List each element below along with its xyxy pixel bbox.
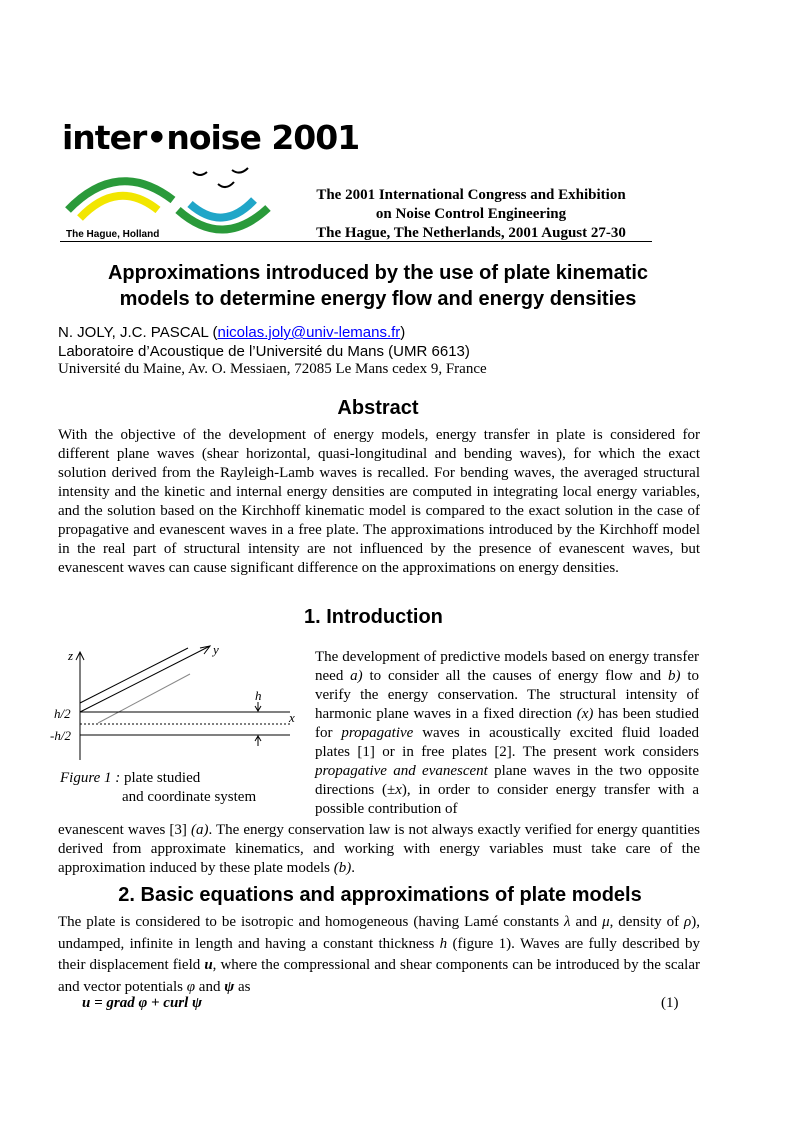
label-h: h	[255, 688, 262, 703]
equation-1-number: (1)	[661, 995, 679, 1011]
label-x: x	[289, 710, 295, 725]
plate-bottom-edge-line	[98, 674, 190, 723]
symbol-psi: ψ	[224, 978, 235, 995]
introduction-heading: 1. Introduction	[304, 606, 443, 628]
intro-text-italic: b)	[668, 668, 681, 684]
paper-title-line-2: models to determine energy flow and energy densities	[119, 288, 637, 310]
section-2-text: as	[234, 978, 251, 995]
intro-text-italic: (b)	[333, 860, 352, 876]
authors-close-paren: )	[400, 324, 406, 341]
logo-yellow-arc	[80, 196, 158, 218]
abstract-text: With the objective of the development of energy models, energy transfer in plate is considered for different plane waves (shear horizontal, quasi-longitudinal and bending waves), for which the exact solution derived from the Rayleigh-Lamb waves is recalled. For bending waves, the averaged structural intensity and the kinetic and internal energy densities are computed in integrating local energy variables, and the solution based on the Kirchhoff kinematic model is compared to the exact solution in the case of propagative and evanescent waves in a free plate. The approximations introduced by the Kirchhoff model in the real part of structural intensity are not influenced by the presence of evanescent waves, but evanescent waves can cause significant difference on the approximations on energy densities.	[58, 427, 700, 576]
header-divider	[60, 241, 652, 242]
intro-text: to consider all the causes of energy flow and	[362, 668, 668, 684]
logo-bird-icon	[232, 168, 248, 173]
label-minus-h-half: -h/2	[50, 728, 71, 743]
intro-text-italic: a)	[350, 668, 363, 684]
y-axis	[80, 646, 210, 712]
section-2-text: (figure 1). Waves are fully described by their displacement field	[58, 935, 701, 973]
plate-top-edge-line	[80, 648, 188, 703]
label-z: z	[68, 648, 74, 663]
introduction-paragraph	[315, 648, 699, 819]
intro-text-italic: propagative and evanescent	[315, 763, 488, 779]
intro-text-italic: (a)	[190, 822, 209, 838]
section-2-heading: 2. Basic equations and approximations of plate models	[118, 884, 642, 906]
label-h-half: h/2	[54, 706, 71, 721]
section-2-text: ), undamped, infinite in length and having a constant thickness	[58, 914, 700, 952]
intro-text: . The energy conservation law is not always exactly verified for energy quantities derived from approximate kinematics, and working with energy variables must take care of the approximation induced by these plate models	[58, 822, 700, 876]
logo-bird-icon	[193, 172, 207, 175]
introduction-paragraph-continued	[58, 821, 700, 878]
caption-prefix: Figure 1 :	[60, 770, 121, 786]
intro-text: waves in acoustically excited fluid loaded plates [1] or in free plates [2]. The present work considers	[315, 725, 699, 760]
figure-1-caption	[60, 769, 256, 807]
paper-title-line-1: Approximations introduced by the use of plate kinematic	[107, 262, 649, 284]
paper-title	[60, 260, 696, 312]
congress-info	[296, 186, 646, 243]
figure-1-plate-diagram	[50, 640, 310, 765]
intro-text: evanescent waves [3]	[58, 822, 191, 838]
section-2-text: and	[570, 914, 603, 930]
intro-text: has been studied for	[315, 706, 700, 741]
caption-line-1: plate studied	[120, 770, 201, 786]
congress-line-1: The 2001 International Congress and Exhibition	[316, 187, 626, 203]
intro-text: .	[351, 860, 356, 876]
logo-bird-icon	[218, 182, 234, 187]
intro-text-italic: x	[395, 782, 402, 798]
authors	[58, 324, 405, 341]
caption-line-2: and coordinate system	[122, 789, 257, 805]
intro-text-italic: propagative	[341, 725, 414, 741]
author-email-link[interactable]: nicolas.joly@univ-lemans.fr	[217, 324, 401, 341]
intro-text: to verify the energy conservation. The structural intensity of harmonic plane waves in a fixed direction	[315, 668, 699, 722]
affiliation-university: Université du Maine, Av. O. Messiaen, 72085 Le Mans cedex 9, France	[58, 361, 487, 377]
authors-names: N. JOLY, J.C. PASCAL (	[58, 324, 218, 341]
logo-location: The Hague, Holland	[66, 229, 160, 240]
section-2-text: The plate is considered to be isotropic and homogeneous (having Lamé constants	[58, 914, 564, 930]
intro-text: The development of predictive models based on energy transfer need	[315, 649, 699, 684]
congress-line-3: The Hague, The Netherlands, 2001 August 27-30	[316, 225, 626, 241]
equation-1: u = grad φ + curl ψ	[82, 995, 203, 1011]
symbol-phi: φ	[186, 978, 196, 995]
intro-text-italic: (x)	[576, 706, 594, 722]
abstract-heading: Abstract	[337, 397, 419, 419]
symbol-u: u	[204, 957, 213, 973]
section-2-paragraph	[58, 912, 700, 998]
symbol-h: h	[439, 935, 448, 952]
symbol-mu: μ	[602, 914, 610, 930]
symbol-lambda: λ	[563, 914, 571, 930]
section-2-text: , where the compressional and shear components can be introduced by the scalar and vector potentials	[58, 957, 700, 995]
symbol-rho: ρ	[684, 914, 692, 930]
logo-blue-wave	[190, 200, 254, 218]
conference-logo-graphic	[58, 158, 288, 240]
section-2-text: , density of	[609, 914, 685, 930]
intro-text: plane waves in the two opposite directions (±	[315, 763, 699, 798]
conference-logo-title: inter•noise 2001	[62, 118, 360, 157]
section-2-text: and	[195, 978, 225, 995]
congress-line-2: on Noise Control Engineering	[375, 206, 567, 222]
affiliation-laboratory: Laboratoire d’Acoustique de l’Université du Mans (UMR 6613)	[58, 343, 470, 360]
label-y: y	[213, 642, 219, 657]
intro-text: ), in order to consider energy transfer with a possible contribution of	[315, 782, 699, 817]
